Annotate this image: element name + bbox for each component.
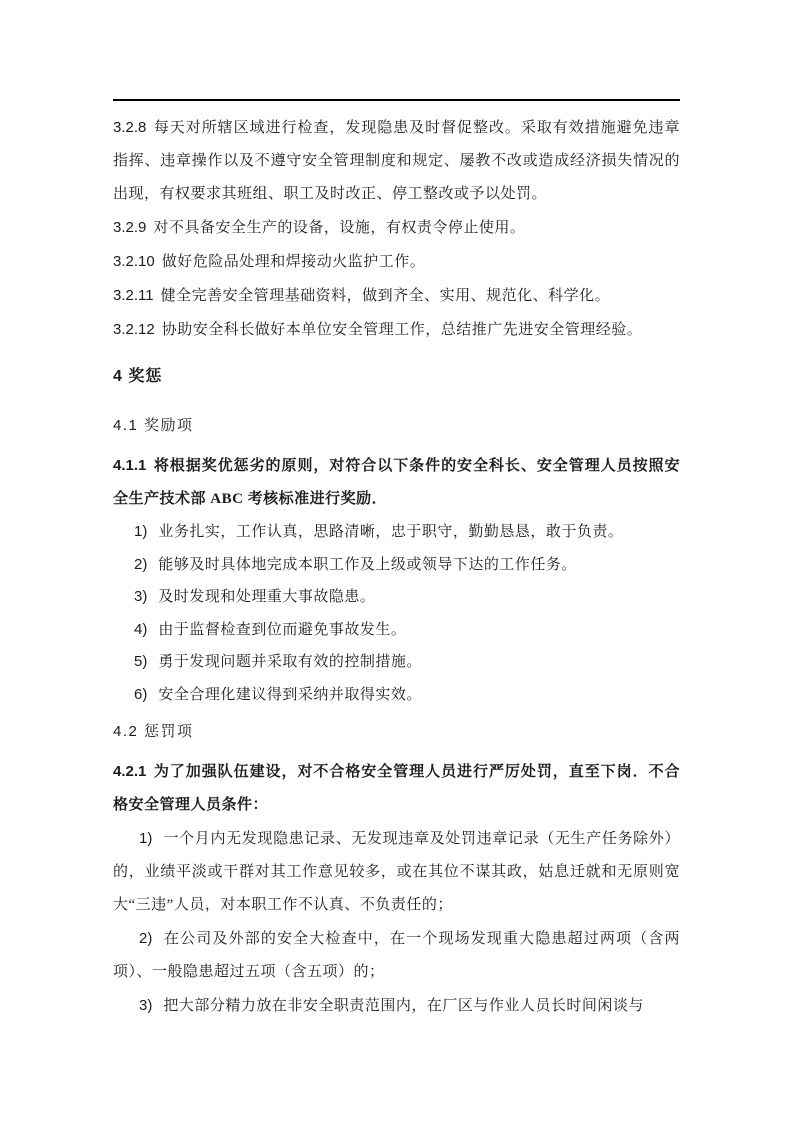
clause-text: 健全完善安全管理基础资料，做到齐全、实用、规范化、科学化。: [160, 288, 611, 304]
section-heading-4-1: 4.1 奖励项: [113, 417, 194, 434]
list-item: [113, 646, 680, 679]
item-text: 在公司及外部的安全大检查中，在一个现场发现重大隐患超过两项（含两项）、一般隐患超过五项（含五项）的；: [113, 931, 680, 980]
item-number: 1): [134, 523, 148, 540]
clause-text: 对不具备安全生产的设备，设施，有权责令停止使用。: [153, 220, 526, 236]
award-criteria-list: [113, 516, 680, 711]
list-item: [113, 822, 680, 922]
item-number: 5): [134, 653, 148, 670]
list-item: [113, 679, 680, 712]
clause-3-2-8: [113, 111, 680, 211]
chapter-heading-4: 4 奖惩: [113, 368, 163, 385]
list-item: [113, 989, 680, 1023]
item-number: 2): [139, 930, 153, 947]
list-item: [113, 614, 680, 647]
page-content: [113, 111, 680, 1023]
item-number: 4): [134, 620, 148, 638]
section-heading-4-2: 4.2 惩罚项: [113, 723, 194, 740]
list-item: [113, 922, 680, 989]
list-item: [113, 581, 680, 614]
item-text: 及时发现和处理重大事故隐患。: [158, 589, 376, 605]
item-text: 一个月内无发现隐患记录、无发现违章及处罚违章记录（无生产任务除外）的，业绩平淡或干群对其工作意见较多，或在其位不谋其政，姑息迁就和无原则宽大“三违”人员，对本职工作不认真、不负责任的；: [113, 831, 680, 913]
item-text: 能够及时具体地完成本职工作及上级或领导下达的工作任务。: [158, 556, 577, 573]
clause-3-2-11: [113, 279, 680, 313]
clause-3-2-10: [113, 245, 680, 279]
clause-number: 3.2.10: [113, 253, 155, 270]
item-number: 1): [139, 830, 153, 847]
item-text: 把大部分精力放在非安全职责范围内，在厂区与作业人员长时间闲谈与: [163, 998, 644, 1014]
item-text: 勇于发现问题并采取有效的控制措施。: [158, 654, 422, 670]
clause-3-2-12: [113, 313, 680, 347]
clause-3-2-9: [113, 211, 680, 245]
item-text: 由于监督检查到位而避免事故发生。: [158, 621, 407, 638]
item-number: 3): [134, 588, 148, 605]
clause-number: 4.1.1: [113, 457, 147, 474]
item-text: 安全合理化建议得到采纳并取得实效。: [158, 686, 422, 703]
clause-text: 每天对所辖区域进行检查，发现隐患及时督促整改。采取有效措施避免违章指挥、违章操作以及不遵守安全管理制度和规定、屡教不改或造成经济损失情况的出现，有权要求其班组、职工及时改正、停工整改或予以处罚。: [113, 120, 680, 202]
item-number: 6): [134, 685, 148, 703]
header-separator-line: [113, 99, 680, 101]
penalty-criteria-list: [113, 822, 680, 1023]
clause-text: 协助安全科长做好本单位安全管理工作，总结推广先进安全管理经验。: [161, 322, 643, 338]
clause-4-1-1: [113, 449, 680, 516]
clause-number: 3.2.11: [113, 287, 154, 304]
clause-text: 将根据奖优惩劣的原则，对符合以下条件的安全科长、安全管理人员按照安全生产技术部 ABC 考核标准进行奖励．: [113, 458, 680, 507]
item-number: 2): [134, 555, 148, 573]
clause-4-2-1: [113, 755, 680, 822]
clause-text: 做好危险品处理和焊接动火监护工作。: [161, 254, 426, 270]
clause-number: 3.2.9: [113, 219, 147, 236]
clause-number: 3.2.12: [113, 321, 155, 338]
item-number: 3): [139, 997, 153, 1014]
list-item: [113, 516, 680, 549]
clause-number: 4.2.1: [113, 763, 147, 780]
list-item: [113, 549, 680, 582]
clause-number: 3.2.8: [113, 119, 147, 136]
item-text: 业务扎实，工作认真，思路清晰，忠于职守，勤勤恳恳，敢于负责。: [158, 524, 624, 540]
clause-text: 为了加强队伍建设，对不合格安全管理人员进行严厉处罚，直至下岗．不合格安全管理人员条件：: [113, 764, 680, 813]
